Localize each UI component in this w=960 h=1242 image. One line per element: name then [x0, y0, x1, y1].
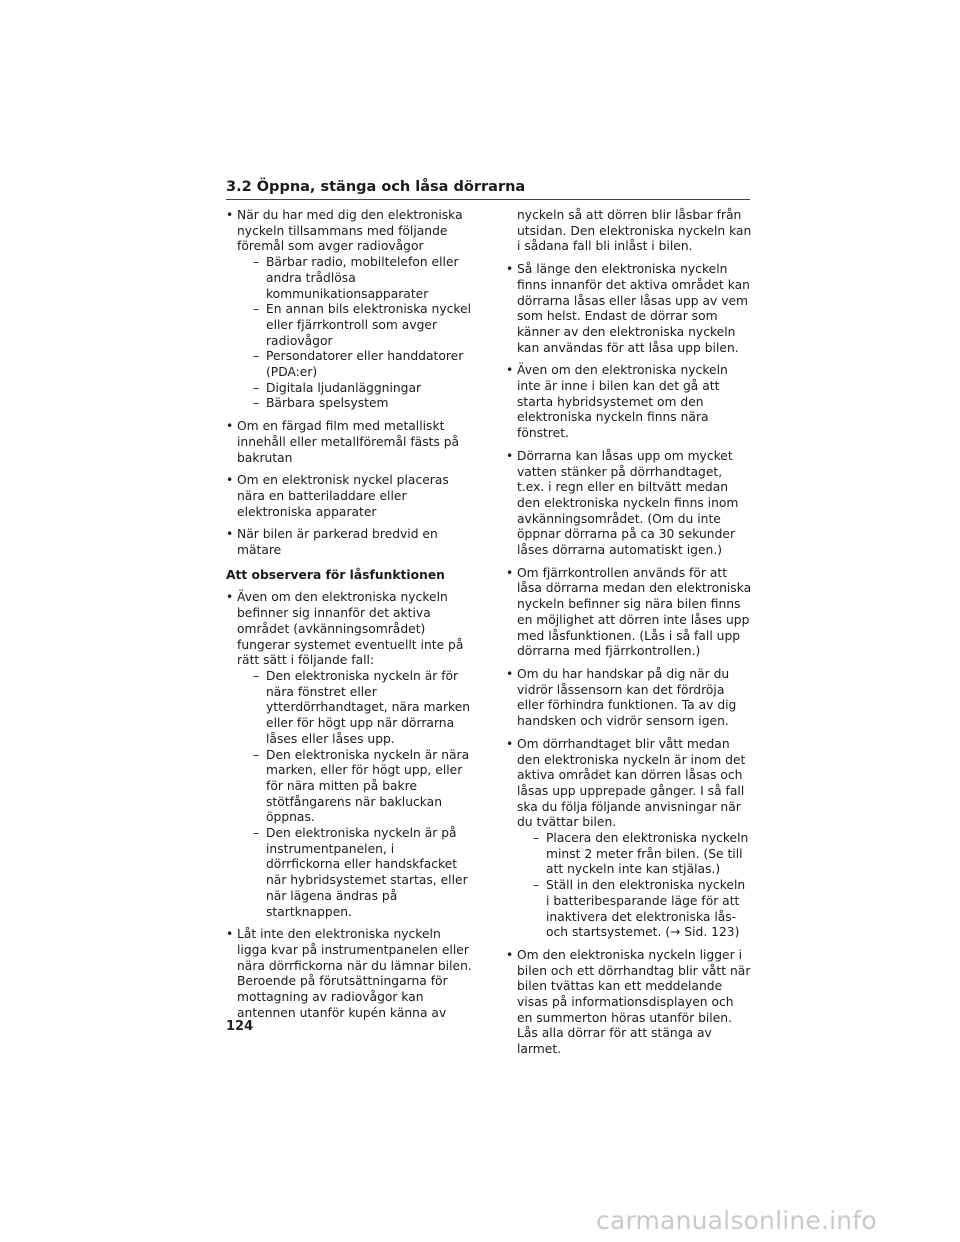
bullet-item — [226, 473, 472, 520]
bullet-marker: • — [506, 448, 514, 463]
bullet-marker: • — [226, 419, 234, 434]
sub-item — [237, 302, 472, 349]
bullet-item — [506, 566, 752, 660]
bullet-marker: • — [506, 565, 514, 580]
dash-marker: – — [253, 255, 260, 270]
continued-paragraph: nyckeln så att dörren blir låsbar från utsidan. Den elektroniska nyckeln kan i sådana fall bli inlåst i bilen. — [517, 208, 752, 254]
bullet-item — [506, 363, 752, 442]
bullet-text: Om den elektroniska nyckeln ligger i bilen och ett dörrhandtag blir vått när bilen tvättas kan ett meddelande visas på informationsdisplayen och en summerton höras utanför bilen. Lås alla dörrar för att stänga av larmet. — [517, 947, 751, 1057]
bullet-text: När bilen är parkerad bredvid en mätare — [237, 527, 438, 558]
bullet-text: Låt inte den elektroniska nyckeln ligga kvar på instrumentpanelen eller nära dörrfickorna när du lämnar bilen. Beroende på förutsättningarna för mottagning av radiovågor kan antennen utanför kupén känna av — [237, 927, 472, 1020]
bullet-marker: • — [226, 590, 234, 605]
bullet-marker: • — [226, 927, 234, 942]
bullet-marker: • — [506, 947, 514, 962]
sub-item-text: Placera den elektroniska nyckeln minst 2 meter från bilen. (Se till att nyckeln inte kan stjälas.) — [546, 831, 749, 877]
bullet-marker: • — [226, 473, 234, 488]
page-number: 124 — [226, 1019, 254, 1034]
bullet-marker: • — [226, 208, 234, 222]
sub-item-text: Bärbar radio, mobiltelefon eller andra trådlösa kommunikationsapparater — [266, 255, 459, 301]
bullet-marker: • — [506, 666, 514, 681]
dash-marker: – — [253, 302, 260, 317]
sub-item — [237, 669, 472, 748]
bullet-item — [226, 927, 472, 1021]
bullet-item — [226, 419, 472, 466]
bullet-text: Även om den elektroniska nyckeln inte är inne i bilen kan det gå att starta hybridsystemet om den elektroniska nyckeln finns nära fönstret. — [517, 363, 728, 441]
right-column — [506, 208, 752, 1065]
bullet-item — [226, 590, 472, 920]
sub-item-text: Den elektroniska nyckeln är på instrumentpanelen, i dörrfickorna eller handskfacket när hybridsystemet startas, eller när lägena ändras på startknappen. — [266, 826, 468, 919]
bullet-text: Även om den elektroniska nyckeln befinner sig innanför det aktiva området (avkänningsområdet) fungerar systemet eventuellt inte på rätt sätt i följande fall: — [237, 590, 464, 668]
dash-marker: – — [253, 668, 260, 683]
watermark: carmanualsonline.info — [596, 1206, 877, 1235]
dash-marker: – — [253, 380, 260, 395]
bullet-item — [506, 449, 752, 559]
sub-item — [237, 255, 472, 302]
bullet-marker: • — [506, 363, 514, 378]
bullet-text: När du har med dig den elektroniska nyckeln tillsammans med följande föremål som avger radiovågor — [237, 208, 463, 254]
section-title: 3.2 Öppna, stänga och låsa dörrarna — [226, 178, 750, 200]
bullet-item — [506, 262, 752, 356]
bullet-item — [506, 948, 752, 1058]
bullet-marker: • — [226, 527, 234, 542]
bullet-item — [226, 527, 472, 558]
bullet-marker: • — [506, 736, 514, 751]
bullet-marker: • — [506, 262, 514, 277]
sub-item-text: Den elektroniska nyckeln är nära marken, eller för högt upp, eller för nära mitten på bakre stötfångarens när bakluckan öppnas. — [266, 747, 470, 825]
bullet-text: Om du har handskar på dig när du vidrör låssensorn kan det fördröja eller förhindra funktionen. Ta av dig handsken och vidrör sensorn igen. — [517, 666, 737, 729]
dash-marker: – — [533, 831, 540, 846]
sub-item — [237, 826, 472, 920]
sub-item-text: Persondatorer eller handdatorer (PDA:er) — [266, 349, 464, 380]
dash-marker: – — [253, 396, 260, 411]
dash-marker: – — [253, 826, 260, 841]
bullet-text: Om en elektronisk nyckel placeras nära en batteriladdare eller elektroniska apparater — [237, 473, 449, 519]
bullet-item — [506, 667, 752, 730]
bullet-text: Om fjärrkontrollen används för att låsa dörrarna medan den elektroniska nyckeln befinner sig nära bilen finns en möjlighet att dörren inte låses upp med låsfunktionen. (Lås i så fall upp dörrarna med fjärrkontrollen.) — [517, 565, 752, 659]
subheading: Att observera för låsfunktionen — [226, 567, 445, 582]
sub-item-text: Digitala ljudanläggningar — [266, 380, 422, 395]
sub-item-text: Bärbara spelsystem — [266, 396, 389, 411]
bullet-text: Så länge den elektroniska nyckeln finns innanför det aktiva området kan dörrarna låsas eller låsas upp av vem som helst. Endast de dörrar som känner av den elektroniska nyckeln kan användas för att låsa upp bilen. — [517, 262, 750, 355]
sub-item — [517, 878, 752, 941]
dash-marker: – — [253, 747, 260, 762]
bullet-text: Om dörrhandtaget blir vått medan den elektroniska nyckeln är inom det aktiva området kan dörren låsas och låsas upp upprepade gånger. I så fall ska du följa följande anvisningar när du tvättar bilen. — [517, 736, 746, 830]
sub-item — [237, 381, 472, 397]
bullet-text: Om en färgad film med metalliskt innehåll eller metallföremål fästs på bakrutan — [237, 419, 460, 465]
bullet-item — [226, 208, 472, 412]
sub-item — [237, 748, 472, 827]
sub-item — [237, 396, 472, 412]
left-column — [226, 208, 472, 1028]
sub-item-text: Den elektroniska nyckeln är för nära fönstret eller ytterdörrhandtaget, nära marken eller för högt upp när dörrarna låses eller låses upp. — [266, 668, 471, 746]
sub-item-text: En annan bils elektroniska nyckel eller fjärrkontroll som avger radiovågor — [266, 302, 472, 348]
sub-item — [517, 831, 752, 878]
bullet-item — [506, 737, 752, 941]
dash-marker: – — [533, 878, 540, 893]
bullet-text: Dörrarna kan låsas upp om mycket vatten stänker på dörrhandtaget, t.ex. i regn eller en biltvätt medan den elektroniska nyckeln finns inom avkänningsområdet. (Om du inte öppnar dörrarna på ca 30 sekunder låses dörrarna automatiskt igen.) — [517, 448, 739, 558]
sub-item-text: Ställ in den elektroniska nyckeln i batteribesparande läge för att inaktivera det elektroniska lås- och startsystemet. (→ Sid. 123) — [546, 878, 746, 940]
sub-item — [237, 349, 472, 380]
dash-marker: – — [253, 349, 260, 364]
